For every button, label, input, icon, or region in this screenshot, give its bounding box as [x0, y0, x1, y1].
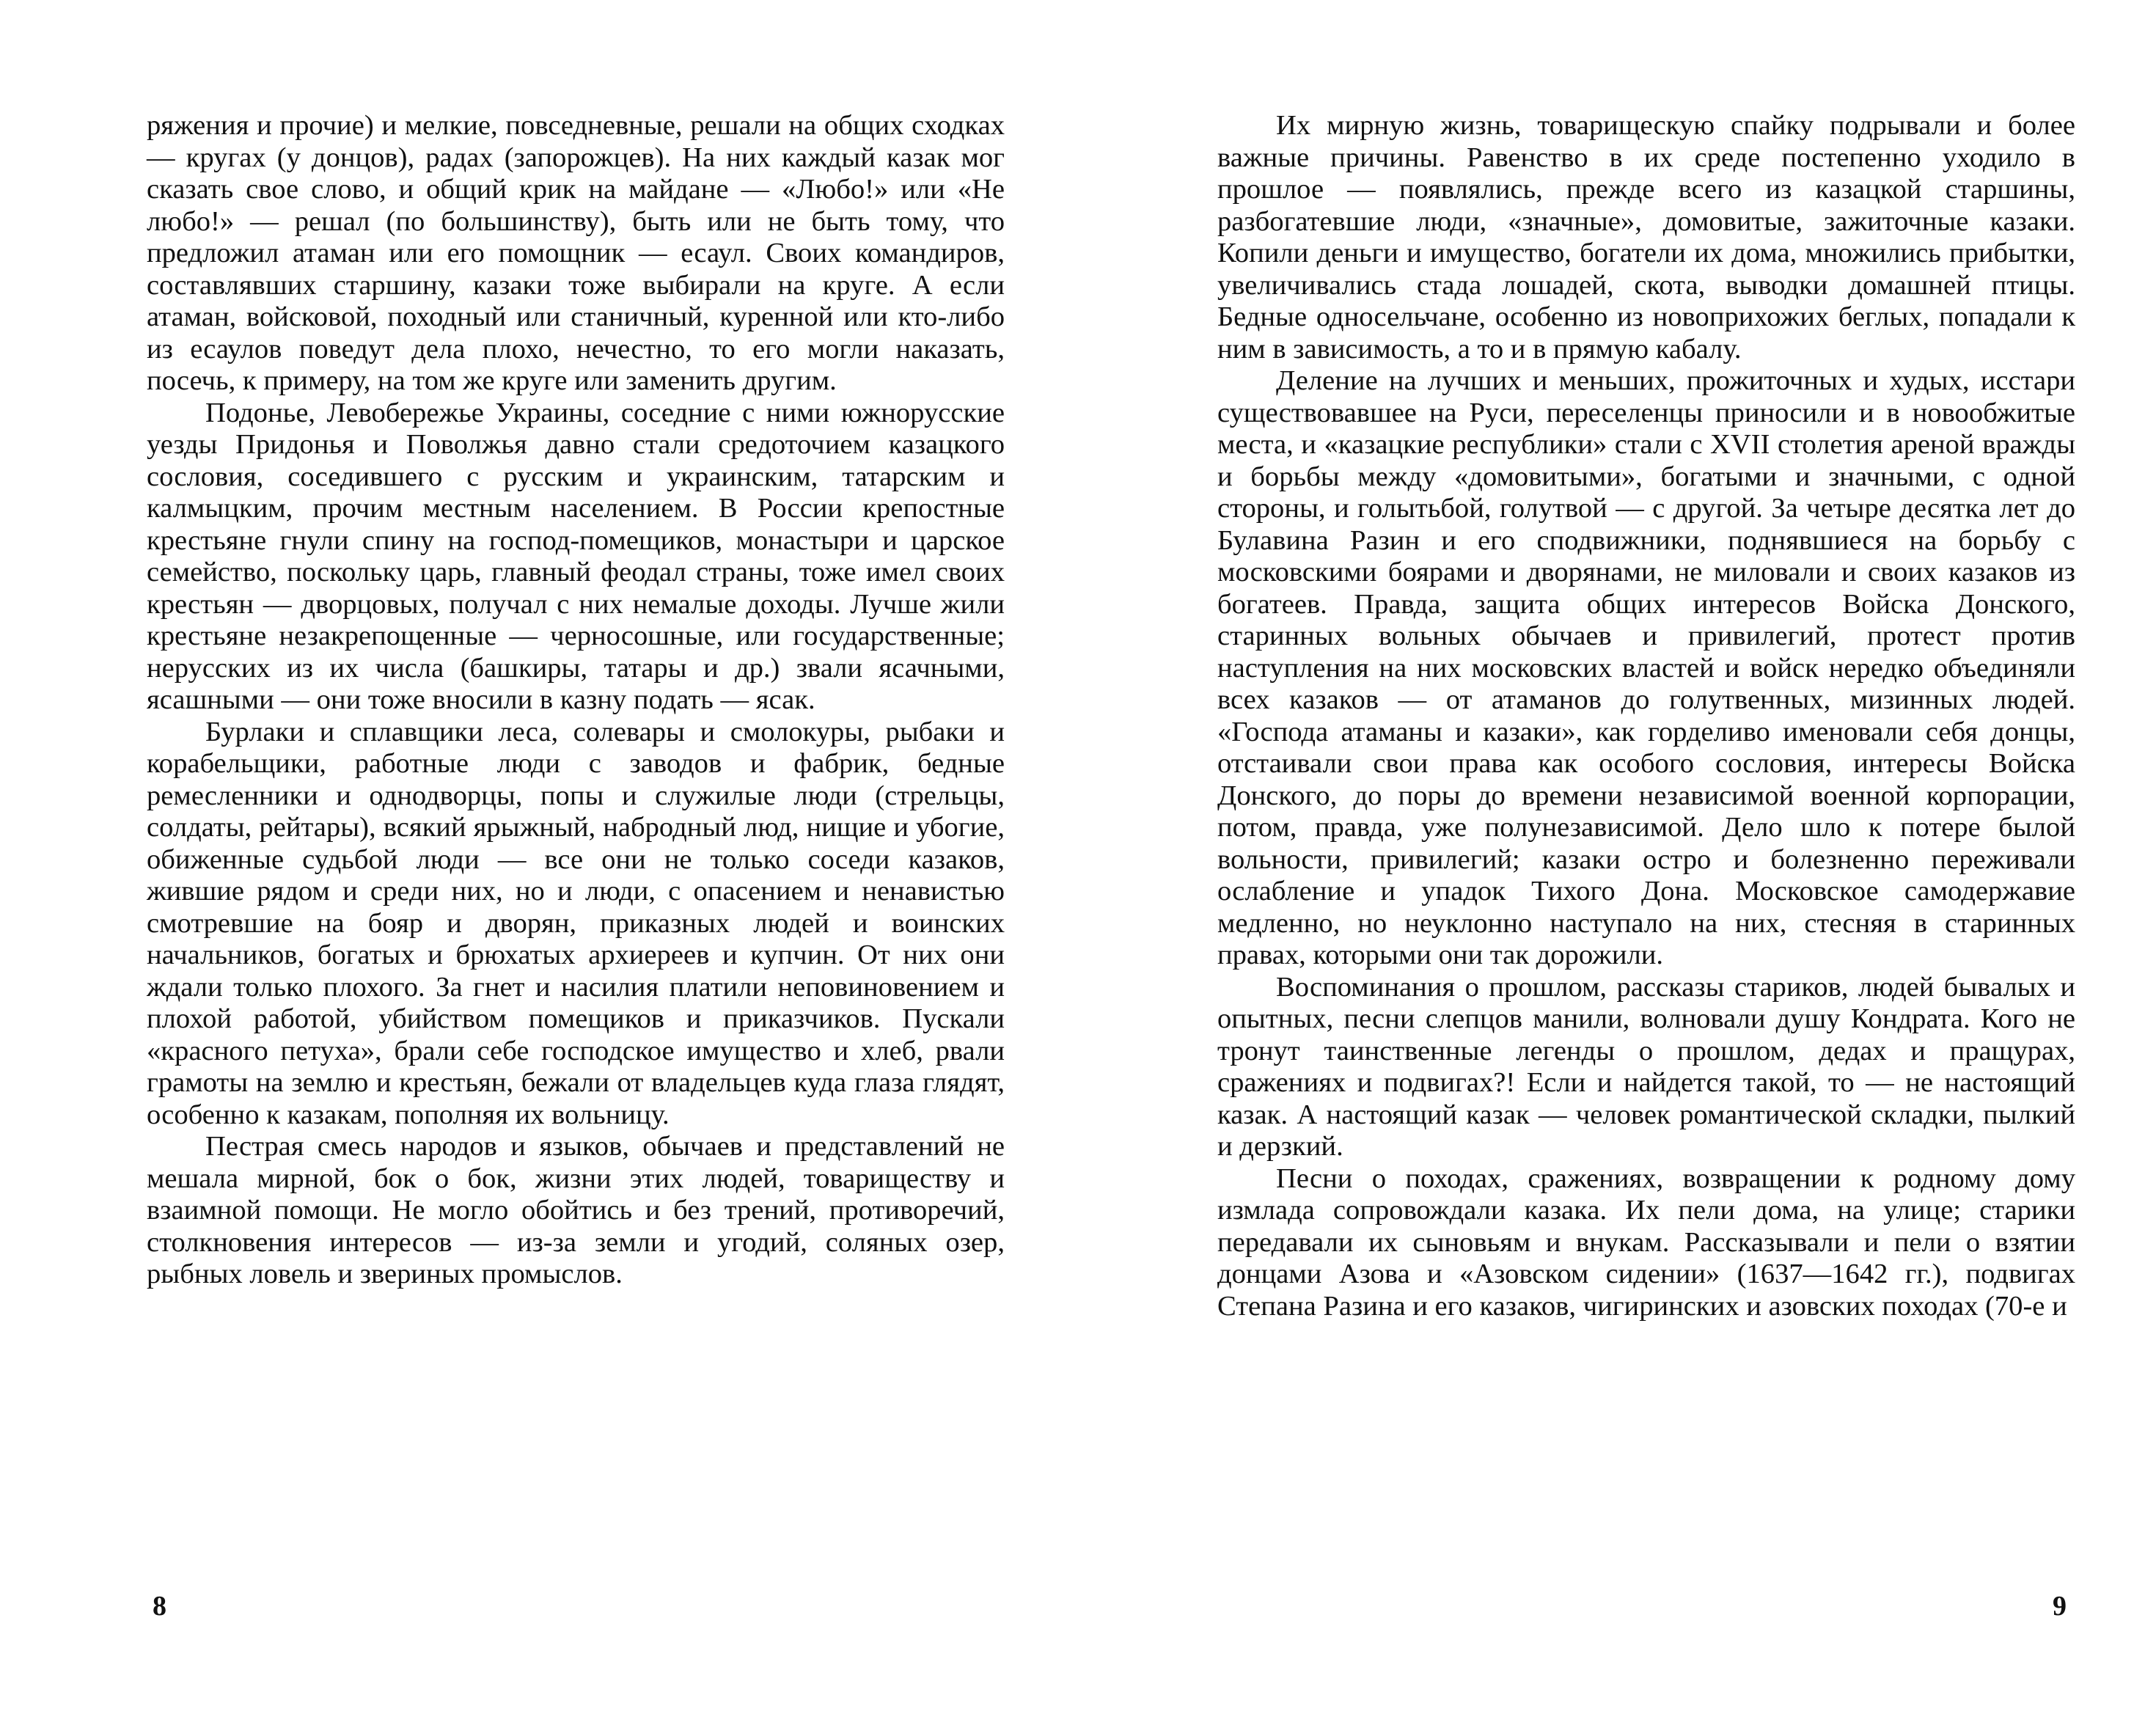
book-gutter [1077, 0, 1078, 1714]
paragraph: Пестрая смесь народов и языков, обычаев и представлений не мешала мирной, бок о бок, жизни этих людей, товариществу и взаимной помощи. Не могло обойтись и без трений, противоречий, столкновения интересов — из-за земли и угодий, соляных озер, рыбных ловель и звериных промыслов. [147, 1131, 1005, 1289]
right-page [1217, 110, 2075, 1621]
page-number: 9 [2053, 1591, 2067, 1622]
paragraph: ряжения и прочие) и мелкие, повседневные, решали на общих сходках — кругах (у донцов), радах (запорожцев). На них каждый казак мог сказать свое слово, и общий крик на майдане — «Любо!» или «Не любо!» — решал (по большинству), быть или не быть тому, что предложил атаман или его помощник — есаул. Своих командиров, составлявших старшину, казаки тоже выбирали на круге. А если атаман, войсковой, походный или станичный, куренной или кто-либо из есаулов поведут дела плохо, нечестно, то его могли наказать, посечь, к примеру, на том же круге или заменить другим. [147, 110, 1005, 396]
page-number: 8 [153, 1591, 166, 1622]
right-page-text [1217, 110, 2075, 1322]
paragraph: Воспоминания о прошлом, рассказы стариков, людей бывалых и опытных, песни слепцов манили, волновали душу Кондрата. Кого не тронут таинственные легенды о прошлом, дедах и пращурах, сражениях и подвигах?! Если и найдется такой, то — не настоящий казак. А настоящий казак — человек романтической складки, пылкий и дерзкий. [1217, 971, 2075, 1162]
paragraph: Деление на лучших и меньших, прожиточных и худых, исстари существовавшее на Руси, переселенцы приносили и в новообжитые места, и «казацкие республики» стали с XVII столетия ареной вражды и борьбы между «домовитыми», богатыми и значными, с одной стороны, и голытьбой, голутвой — с другой. За четыре десятка лет до Булавина Разин и его сподвижники, поднявшиеся на борьбу с московскими боярами и дворянами, не миловали и своих казаков из богатеев. Правда, защита общих интересов Войска Донского, старинных вольных обычаев и привилегий, протест против наступления на них московских властей и войск нередко объединяли всех казаков — от атаманов до голутвенных, мизинных людей. «Господа атаманы и казаки», как горделиво именовали себя донцы, отстаивали свои права как особого сословия, интересы Войска Донского, до поры до времени независимой военной корпорации, потом, правда, уже полунезависимой. Дело шло к потере былой вольности, привилегий; казаки остро и болезненно переживали ослабление и упадок Тихого Дона. Московское самодержавие медленно, но неуклонно наступало на них, стесняя в старинных правах, которыми они так дорожили. [1217, 365, 2075, 970]
paragraph: Песни о походах, сражениях, возвращении к родному дому измлада сопровождали казака. Их пели дома, на улице; старики передавали их сыновьям и внукам. Рассказывали и пели о взятии донцами Азова и «Азовском сидении» (1637—1642 гг.), подвигах Степана Разина и его казаков, чигиринских и азовских походах (70-е и [1217, 1162, 2075, 1322]
left-page-text [147, 110, 1005, 1291]
paragraph: Бурлаки и сплавщики леса, солевары и смолокуры, рыбаки и корабельщики, работные люди с заводов и фабрик, бедные ремесленники и однодворцы, попы и служилые люди (стрельцы, солдаты, рейтары), всякий ярыжный, набродный люд, нищие и убогие, обиженные судьбой люди — все они не только соседи казаков, жившие рядом и среди них, но и люди, с опасением и ненавистью смотревшие на бояр и дворян, приказных людей и воинских начальников, богатых и брюхатых архиереев и купчин. От них они ждали только плохого. За гнет и насилия платили неповиновением и плохой работой, убийством помещиков и приказчиков. Пускали «красного петуха», брали себе господское имущество и хлеб, рвали грамоты на землю и крестьян, бежали от владельцев куда глаза глядят, особенно к казакам, пополняя их вольницу. [147, 716, 1005, 1130]
paragraph: Их мирную жизнь, товарищескую спайку подрывали и более важные причины. Равенство в их среде постепенно уходило в прошлое — появлялись, прежде всего из казацкой старшины, разбогатевшие люди, «значные», домовитые, зажиточные казаки. Копили деньги и имущество, богатели их дома, множились прибытки, увеличивались стада лошадей, скота, выводки домашней птицы. Бедные односельчане, особенно из новоприхожих беглых, попадали к ним в зависимость, а то и в прямую кабалу. [1217, 110, 2075, 365]
left-page [147, 110, 1005, 1621]
paragraph: Подонье, Левобережье Украины, соседние с ними южнорусские уезды Придонья и Поволжья давно стали средоточием казацкого сословия, соседившего с русским и украинским, татарским и калмыцким, прочим местным населением. В России крепостные крестьяне гнули спину на господ-помещиков, монастыри и царское семейство, поскольку царь, главный феодал страны, тоже имел своих крестьян — дворцовых, получал с них немалые доходы. Лучше жили крестьяне незакрепощенные — черносошные, или государственные; нерусских из их числа (башкиры, татары и др.) звали ясачными, ясашными — они тоже вносили в казну подать — ясак. [147, 397, 1005, 715]
